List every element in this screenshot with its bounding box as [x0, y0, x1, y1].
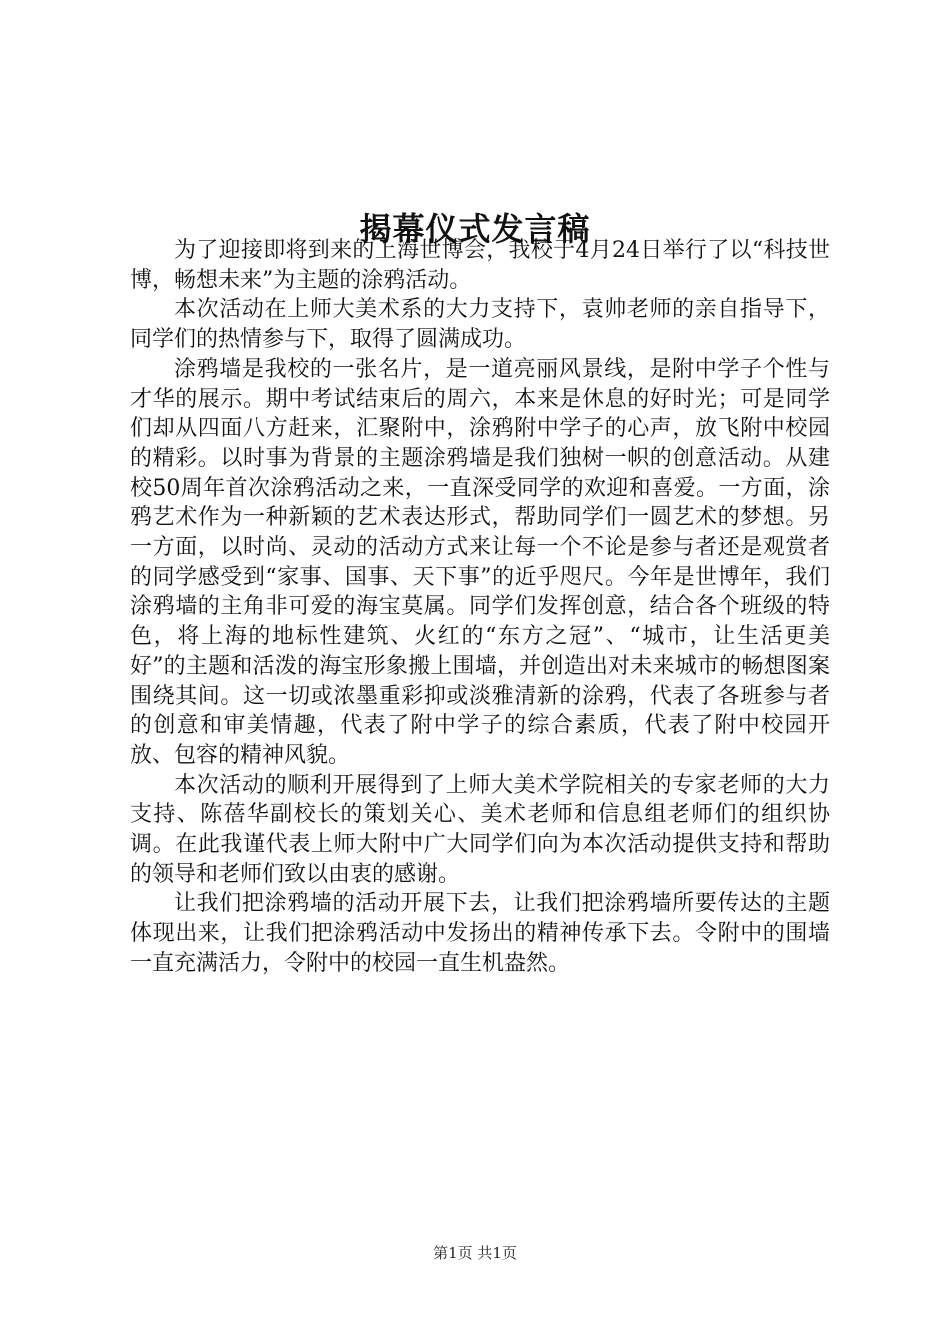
paragraph-2: 本次活动在上师大美术系的大力支持下，袁帅老师的亲自指导下，同学们的热情参与下，取得了圆满成功。 — [130, 297, 830, 353]
document-title: 揭幕仪式发言稿 — [359, 210, 591, 249]
paragraph-5: 让我们把涂鸦墙的活动开展下去，让我们把涂鸦墙所要传达的主题体现出来，让我们把涂鸦活动中发扬出的精神传承下去。令附中的围墙一直充满活力，令附中的校园一直生机盎然。 — [130, 891, 830, 976]
paragraph-4: 本次活动的顺利开展得到了上师大美术学院相关的专家老师的大力支持、陈蓓华副校长的策划关心、美术老师和信息组老师们的组织协调。在此我谨代表上师大附中广大同学们向为本次活动提供支持和帮助的领导和老师们致以由衷的感谢。 — [130, 772, 830, 887]
document-body — [130, 236, 830, 979]
paragraph-3: 涂鸦墙是我校的一张名片，是一道亮丽风景线，是附中学子个性与才华的展示。期中考试结束后的周六，本来是休息的好时光；可是同学们却从四面八方赶来，汇聚附中，涂鸦附中学子的心声，放飞附中校园的精彩。以时事为背景的主题涂鸦墙是我们独树一帜的创意活动。从建校50周年首次涂鸦活动之来，一直深受同学的欢迎和喜爱。一方面，涂鸦艺术作为一种新颖的艺术表达形式，帮助同学们一圆艺术的梦想。另一方面，以时尚、灵动的活动方式来让每一个不论是参与者还是观赏者的同学感受到“家事、国事、天下事”的近乎咫尺。今年是世博年，我们涂鸦墙的主角非可爱的海宝莫属。同学们发挥创意，结合各个班级的特色，将上海的地标性建筑、火红的“东方之冠”、“城市，让生活更美好”的主题和活泼的海宝形象搬上围墙，并创造出对未来城市的畅想图案围绕其间。这一切或浓墨重彩抑或淡雅清新的涂鸦，代表了各班参与者的创意和审美情趣，代表了附中学子的综合素质，代表了附中校园开放、包容的精神风貌。 — [130, 356, 830, 768]
paragraph-1: 为了迎接即将到来的上海世博会，我校于4月24日举行了以“科技世博，畅想未来”为主题的涂鸦活动。 — [130, 238, 830, 293]
page-footer: 第1页 共1页 — [433, 1244, 517, 1262]
